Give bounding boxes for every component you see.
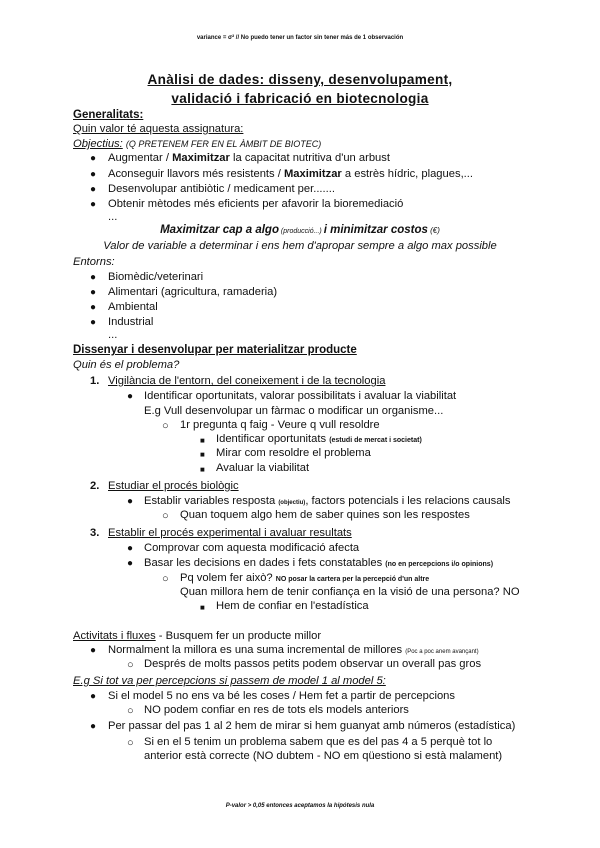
square-bullet-icon: ■ xyxy=(200,436,205,445)
circle-bullet-icon: ○ xyxy=(162,420,169,432)
bullet-icon: ● xyxy=(127,558,134,569)
list-item: Per passar del pas 1 al 2 hem de mirar si hem guanyat amb números (estadística) xyxy=(108,720,516,732)
list-item: Aconseguir llavors més resistents / Maximitzar a estrès hídric, plagues,... xyxy=(108,168,474,180)
bullet-icon: ● xyxy=(90,302,97,313)
bullet-icon: ● xyxy=(90,645,97,656)
bullet-icon: ● xyxy=(90,272,97,283)
list-item: Mirar com resoldre el problema xyxy=(216,447,371,459)
item-number: 3. xyxy=(90,527,100,539)
valor-line: Valor de variable a determinar i ens hem d'apropar sempre a algo max possible xyxy=(103,240,497,252)
question-valor: Quin valor té aquesta assignatura: xyxy=(73,123,244,135)
list-item: Comprovar com aquesta modificació afecta xyxy=(144,542,360,554)
section-heading-dissenyar: Dissenyar i desenvolupar per materialitzar producte xyxy=(73,344,357,356)
circle-bullet-icon: ○ xyxy=(127,659,134,671)
bullet-icon: ● xyxy=(90,721,97,732)
bullet-icon: ● xyxy=(127,391,134,402)
bullet-icon: ● xyxy=(90,169,97,180)
square-bullet-icon: ■ xyxy=(200,450,205,459)
list-item: Si en el 5 tenim un problema sabem que es del pas 4 a 5 perquè tot lo xyxy=(144,736,493,748)
title-line-1: Anàlisi de dades: disseny, desenvolupament, xyxy=(147,72,453,87)
list-item: Quan toquem algo hem de saber quines son les respostes xyxy=(180,509,470,521)
list-item: Augmentar / Maximitzar la capacitat nutritiva d'un arbust xyxy=(108,152,390,164)
square-bullet-icon: ■ xyxy=(200,465,205,474)
list-item: Pq volem fer això? NO posar la cartera per la percepció d'un altre xyxy=(180,572,430,584)
list-item: Identificar oportunitats, valorar possibilitats i avaluar la viabilitat xyxy=(144,390,457,402)
item-proces-experimental: Establir el procés experimental i avaluar resultats xyxy=(108,527,352,539)
example-heading: E.g Si tot va per percepcions si passem de model 1 al model 5: xyxy=(73,675,386,687)
bullet-icon: ● xyxy=(127,543,134,554)
list-item: Alimentari (agricultura, ramaderia) xyxy=(108,286,278,298)
list-item: Biomèdic/veterinari xyxy=(108,271,204,283)
circle-bullet-icon: ○ xyxy=(127,705,134,717)
title-line-2: validació i fabricació en biotecnologia xyxy=(171,91,429,106)
item-vigilancia: Vigilància de l'entorn, del coneixement i de la tecnologia xyxy=(108,375,386,387)
list-ellipsis: ... xyxy=(108,329,118,341)
entorns-label: Entorns: xyxy=(73,256,115,268)
list-item: Ambiental xyxy=(108,301,158,313)
bullet-icon: ● xyxy=(90,287,97,298)
list-item: 1r pregunta q faig - Veure q vull resoldre xyxy=(180,419,380,431)
objectius-label: Objectius: xyxy=(73,138,123,150)
item-number: 2. xyxy=(90,480,100,492)
circle-bullet-icon: ○ xyxy=(127,737,134,749)
bullet-icon: ● xyxy=(90,691,97,702)
list-item: Normalment la millora es una suma incremental de millores (Poc a poc anem avançant) xyxy=(108,644,479,656)
maximitzar-line: Maximitzar cap a algo (producció...) i minimitzar costos (€) xyxy=(160,224,440,236)
list-item: Basar les decisions en dades i fets constatables (no en percepcions i/o opinions) xyxy=(144,557,494,569)
item-number: 1. xyxy=(90,375,100,387)
list-item-continuation: anterior està correcte (NO dubtem - NO em qüestiono si està malament) xyxy=(144,750,503,762)
section-heading-generalitats: Generalitats: xyxy=(73,109,144,121)
bullet-icon: ● xyxy=(90,199,97,210)
item-proces-biologic: Estudiar el procés biològic xyxy=(108,480,239,492)
header-note: variance = σ² // No puedo tener un factor sin tener más de 1 observación xyxy=(196,35,404,41)
example-line: E.g Vull desenvolupar un fàrmac o modificar un organisme... xyxy=(144,405,444,417)
bullet-icon: ● xyxy=(90,184,97,195)
list-item: Després de molts passos petits podem observar un overall pas gros xyxy=(144,658,482,670)
list-item: Identificar oportunitats (estudi de mercat i societat) xyxy=(216,433,422,445)
list-item: NO podem confiar en res de tots els models anteriors xyxy=(144,704,409,716)
bullet-icon: ● xyxy=(90,317,97,328)
list-item: Obtenir mètodes més eficients per afavorir la bioremediació xyxy=(108,198,404,210)
list-item: Hem de confiar en l'estadística xyxy=(216,600,369,612)
bullet-icon: ● xyxy=(127,496,134,507)
list-ellipsis: ... xyxy=(108,211,118,223)
list-item: Industrial xyxy=(108,316,154,328)
bullet-icon: ● xyxy=(90,153,97,164)
footer-note: P-valor > 0,05 entonces aceptamos la hipótesis nula xyxy=(225,803,375,809)
list-item: Si el model 5 no ens va bé les coses / Hem fet a partir de percepcions xyxy=(108,690,455,702)
square-bullet-icon: ■ xyxy=(200,603,205,612)
section-heading-activitats: Activitats i fluxes - Busquem fer un producte millor xyxy=(73,630,322,642)
circle-bullet-icon: ○ xyxy=(162,510,169,522)
list-item: Desenvolupar antibiòtic / medicament per....... xyxy=(108,183,335,195)
list-item-continuation: Quan millora hem de tenir confiança en la visió de una persona? NO xyxy=(180,586,520,598)
list-item: Establir variables resposta (objectiu), factors potencials i les relacions causals xyxy=(144,495,511,507)
objectius-note: (Q PRETENEM FER EN EL ÀMBIT DE BIOTEC) xyxy=(125,139,322,149)
list-item: Avaluar la viabilitat xyxy=(216,462,310,474)
question-problema: Quin és el problema? xyxy=(73,359,180,371)
circle-bullet-icon: ○ xyxy=(162,573,169,585)
objectius-line xyxy=(73,138,321,150)
